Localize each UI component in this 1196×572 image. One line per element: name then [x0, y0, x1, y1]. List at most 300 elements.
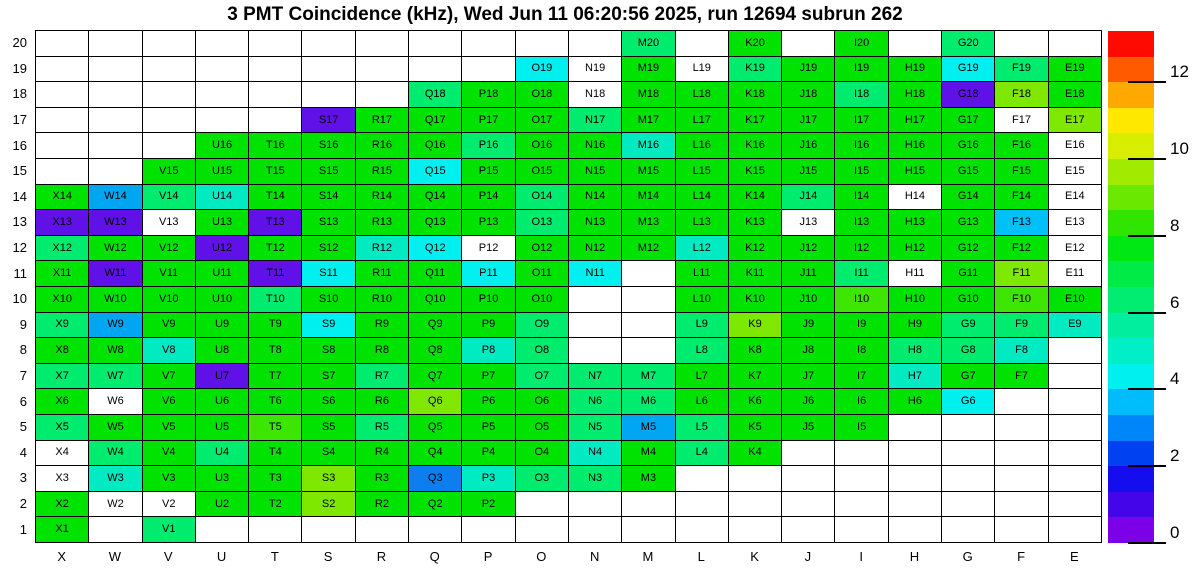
- grid-cell: T9: [249, 313, 302, 339]
- grid-cell: [1049, 517, 1102, 543]
- grid-cell: K19: [729, 57, 782, 83]
- grid-cell: T13: [249, 210, 302, 236]
- grid-cell: V5: [143, 415, 196, 441]
- x-axis-label: I: [859, 548, 863, 564]
- grid-cell: J12: [782, 236, 835, 262]
- y-axis-label: 4: [19, 444, 27, 460]
- grid-cell: V12: [143, 236, 196, 262]
- grid-cell: K9: [729, 313, 782, 339]
- x-axis-label: Q: [429, 548, 440, 564]
- colorbar-segment: [1108, 210, 1154, 236]
- grid-cell: R9: [356, 313, 409, 339]
- grid-cell: [89, 159, 142, 185]
- grid-cell: I12: [835, 236, 888, 262]
- grid-cell: [835, 441, 888, 467]
- grid-cell: H8: [889, 338, 942, 364]
- y-axis-label: 3: [19, 470, 27, 486]
- grid-cell: [143, 108, 196, 134]
- grid-cell: [89, 517, 142, 543]
- grid-cell: E15: [1049, 159, 1102, 185]
- grid-cell: [889, 517, 942, 543]
- grid-cell: N14: [569, 185, 622, 211]
- grid-cell: [196, 82, 249, 108]
- grid-cell: [89, 31, 142, 57]
- grid-cell: [622, 261, 675, 287]
- grid-cell: P3: [462, 466, 515, 492]
- grid-cell: [143, 82, 196, 108]
- grid-cell: F10: [995, 287, 1048, 313]
- grid-cell: [356, 517, 409, 543]
- grid-cell: T10: [249, 287, 302, 313]
- grid-cell: M14: [622, 185, 675, 211]
- grid-cell: G11: [942, 261, 995, 287]
- grid-cell: L19: [676, 57, 729, 83]
- grid-cell: [995, 31, 1048, 57]
- grid-cell: U9: [196, 313, 249, 339]
- x-axis-label: S: [323, 548, 333, 564]
- grid-cell: I19: [835, 57, 888, 83]
- grid-cell: [995, 415, 1048, 441]
- grid-cell: [196, 517, 249, 543]
- grid-cell: [89, 82, 142, 108]
- grid-cell: [782, 31, 835, 57]
- grid-cell: I5: [835, 415, 888, 441]
- grid-cell: E18: [1049, 82, 1102, 108]
- grid-cell: N18: [569, 82, 622, 108]
- x-axis-label: R: [376, 548, 387, 564]
- grid-cell: [942, 466, 995, 492]
- grid-cell: O15: [516, 159, 569, 185]
- grid-cell: P10: [462, 287, 515, 313]
- grid-cell: I13: [835, 210, 888, 236]
- grid-cell: [995, 466, 1048, 492]
- grid-cell: M13: [622, 210, 675, 236]
- grid-cell: R17: [356, 108, 409, 134]
- grid-cell: X7: [36, 364, 89, 390]
- grid-cell: [569, 31, 622, 57]
- grid-cell: I9: [835, 313, 888, 339]
- grid-cell: S17: [302, 108, 355, 134]
- colorbar-segment: [1108, 313, 1154, 339]
- colorbar-tick-label: 2: [1170, 446, 1180, 466]
- grid-cell: N5: [569, 415, 622, 441]
- grid-cell: H9: [889, 313, 942, 339]
- grid-cell: W8: [89, 338, 142, 364]
- grid-cell: [622, 338, 675, 364]
- grid-cell: I10: [835, 287, 888, 313]
- grid-cell: P9: [462, 313, 515, 339]
- colorbar-segment: [1108, 492, 1154, 518]
- grid-cell: S12: [302, 236, 355, 262]
- grid-cell: [36, 133, 89, 159]
- grid-cell: J13: [782, 210, 835, 236]
- grid-cell: P2: [462, 492, 515, 518]
- y-axis-label: 16: [12, 137, 27, 153]
- grid-cell: L17: [676, 108, 729, 134]
- grid-cell: G17: [942, 108, 995, 134]
- grid-cell: [249, 82, 302, 108]
- grid-cell: [889, 466, 942, 492]
- grid-cell: Q5: [409, 415, 462, 441]
- grid-cell: [409, 517, 462, 543]
- grid-cell: S10: [302, 287, 355, 313]
- grid-cell: V4: [143, 441, 196, 467]
- grid-cell: L11: [676, 261, 729, 287]
- grid-cell: U6: [196, 389, 249, 415]
- colorbar-tick-label: 10: [1170, 138, 1189, 158]
- grid-cell: [995, 441, 1048, 467]
- grid-cell: T4: [249, 441, 302, 467]
- grid-cell: G7: [942, 364, 995, 390]
- grid-cell: [1049, 466, 1102, 492]
- grid-cell: [36, 82, 89, 108]
- grid-cell: N17: [569, 108, 622, 134]
- grid-cell: Q14: [409, 185, 462, 211]
- grid-cell: X5: [36, 415, 89, 441]
- grid-cell: [196, 108, 249, 134]
- grid-cell: W10: [89, 287, 142, 313]
- grid-cell: W2: [89, 492, 142, 518]
- colorbar-tick-label: 12: [1170, 62, 1189, 82]
- grid-cell: H19: [889, 57, 942, 83]
- grid-cell: Q16: [409, 133, 462, 159]
- grid-cell: S14: [302, 185, 355, 211]
- heatmap-grid: [35, 30, 1102, 543]
- y-axis-label: 6: [19, 393, 27, 409]
- grid-cell: [782, 466, 835, 492]
- grid-cell: N16: [569, 133, 622, 159]
- colorbar-tick-label: 6: [1170, 292, 1180, 312]
- grid-cell: W6: [89, 389, 142, 415]
- grid-cell: I7: [835, 364, 888, 390]
- grid-cell: [569, 517, 622, 543]
- grid-cell: W13: [89, 210, 142, 236]
- grid-cell: T11: [249, 261, 302, 287]
- y-axis-label: 2: [19, 496, 27, 512]
- grid-cell: I6: [835, 389, 888, 415]
- grid-cell: N12: [569, 236, 622, 262]
- grid-cell: G12: [942, 236, 995, 262]
- grid-cell: S8: [302, 338, 355, 364]
- grid-cell: N13: [569, 210, 622, 236]
- grid-cell: [302, 517, 355, 543]
- x-axis-label: P: [483, 548, 493, 564]
- grid-cell: O12: [516, 236, 569, 262]
- grid-cell: L10: [676, 287, 729, 313]
- grid-cell: S11: [302, 261, 355, 287]
- grid-cell: [995, 492, 1048, 518]
- grid-cell: K7: [729, 364, 782, 390]
- grid-cell: P18: [462, 82, 515, 108]
- grid-cell: J7: [782, 364, 835, 390]
- grid-cell: P8: [462, 338, 515, 364]
- colorbar-segment: [1108, 261, 1154, 287]
- grid-cell: U4: [196, 441, 249, 467]
- grid-cell: I20: [835, 31, 888, 57]
- grid-cell: [942, 415, 995, 441]
- grid-cell: N6: [569, 389, 622, 415]
- y-axis-label: 1: [19, 521, 27, 537]
- grid-cell: R15: [356, 159, 409, 185]
- grid-cell: J10: [782, 287, 835, 313]
- colorbar-segment: [1108, 108, 1154, 134]
- grid-cell: J14: [782, 185, 835, 211]
- grid-cell: [622, 313, 675, 339]
- grid-cell: R3: [356, 466, 409, 492]
- grid-cell: W3: [89, 466, 142, 492]
- x-axis: [35, 546, 1101, 566]
- y-axis-label: 17: [12, 112, 27, 128]
- x-axis-label: U: [216, 548, 227, 564]
- grid-cell: [1049, 31, 1102, 57]
- grid-cell: U10: [196, 287, 249, 313]
- grid-cell: [1049, 492, 1102, 518]
- grid-cell: [196, 31, 249, 57]
- y-axis-label: 9: [19, 316, 27, 332]
- grid-cell: [569, 287, 622, 313]
- grid-cell: K17: [729, 108, 782, 134]
- grid-cell: K14: [729, 185, 782, 211]
- grid-cell: Q18: [409, 82, 462, 108]
- grid-cell: F15: [995, 159, 1048, 185]
- grid-cell: S13: [302, 210, 355, 236]
- grid-cell: J5: [782, 415, 835, 441]
- grid-cell: Q7: [409, 364, 462, 390]
- y-axis-label: 18: [12, 86, 27, 102]
- grid-cell: [356, 31, 409, 57]
- grid-cell: T6: [249, 389, 302, 415]
- grid-cell: Q15: [409, 159, 462, 185]
- grid-cell: W12: [89, 236, 142, 262]
- grid-cell: E19: [1049, 57, 1102, 83]
- grid-cell: S3: [302, 466, 355, 492]
- grid-cell: T5: [249, 415, 302, 441]
- grid-cell: K18: [729, 82, 782, 108]
- colorbar-tick-label: 8: [1170, 215, 1180, 235]
- grid-cell: X4: [36, 441, 89, 467]
- x-axis-label: G: [962, 548, 973, 564]
- grid-cell: L9: [676, 313, 729, 339]
- grid-cell: K12: [729, 236, 782, 262]
- grid-cell: R10: [356, 287, 409, 313]
- grid-cell: S15: [302, 159, 355, 185]
- grid-cell: T15: [249, 159, 302, 185]
- grid-cell: E16: [1049, 133, 1102, 159]
- grid-cell: F12: [995, 236, 1048, 262]
- grid-cell: S6: [302, 389, 355, 415]
- grid-cell: [1049, 338, 1102, 364]
- grid-cell: [889, 415, 942, 441]
- grid-cell: Q8: [409, 338, 462, 364]
- grid-cell: P11: [462, 261, 515, 287]
- grid-cell: V14: [143, 185, 196, 211]
- grid-cell: I14: [835, 185, 888, 211]
- x-axis-label: T: [270, 548, 279, 564]
- grid-cell: H12: [889, 236, 942, 262]
- grid-cell: M20: [622, 31, 675, 57]
- grid-cell: R16: [356, 133, 409, 159]
- grid-cell: J8: [782, 338, 835, 364]
- grid-cell: I18: [835, 82, 888, 108]
- grid-cell: H7: [889, 364, 942, 390]
- grid-cell: V6: [143, 389, 196, 415]
- grid-cell: [36, 31, 89, 57]
- grid-cell: R13: [356, 210, 409, 236]
- grid-cell: O3: [516, 466, 569, 492]
- grid-cell: L18: [676, 82, 729, 108]
- grid-cell: S16: [302, 133, 355, 159]
- y-axis-label: 20: [12, 35, 27, 51]
- colorbar-segment: [1108, 236, 1154, 262]
- grid-cell: L7: [676, 364, 729, 390]
- grid-cell: [835, 517, 888, 543]
- grid-cell: [1049, 441, 1102, 467]
- y-axis-label: 10: [12, 291, 27, 307]
- grid-cell: T7: [249, 364, 302, 390]
- grid-cell: [143, 31, 196, 57]
- grid-cell: [249, 517, 302, 543]
- grid-cell: X11: [36, 261, 89, 287]
- y-axis-label: 11: [13, 265, 27, 281]
- grid-cell: F7: [995, 364, 1048, 390]
- grid-cell: R2: [356, 492, 409, 518]
- grid-cell: W9: [89, 313, 142, 339]
- grid-cell: [835, 492, 888, 518]
- grid-cell: [942, 441, 995, 467]
- y-axis-label: 8: [19, 342, 27, 358]
- grid-cell: L5: [676, 415, 729, 441]
- grid-cell: M16: [622, 133, 675, 159]
- grid-cell: U14: [196, 185, 249, 211]
- x-axis-label: M: [642, 548, 654, 564]
- grid-cell: K5: [729, 415, 782, 441]
- grid-cell: M18: [622, 82, 675, 108]
- y-axis-label: 12: [12, 240, 27, 256]
- grid-cell: V9: [143, 313, 196, 339]
- grid-cell: H16: [889, 133, 942, 159]
- colorbar-segment: [1108, 57, 1154, 83]
- grid-cell: [89, 108, 142, 134]
- grid-cell: F11: [995, 261, 1048, 287]
- grid-cell: [249, 57, 302, 83]
- grid-cell: O17: [516, 108, 569, 134]
- grid-cell: I15: [835, 159, 888, 185]
- x-axis-label: L: [697, 548, 705, 564]
- grid-cell: E13: [1049, 210, 1102, 236]
- grid-cell: R5: [356, 415, 409, 441]
- grid-cell: I11: [835, 261, 888, 287]
- grid-cell: U3: [196, 466, 249, 492]
- grid-cell: [729, 492, 782, 518]
- grid-cell: [569, 313, 622, 339]
- grid-cell: O11: [516, 261, 569, 287]
- grid-cell: [409, 57, 462, 83]
- grid-cell: R12: [356, 236, 409, 262]
- x-axis-label: F: [1017, 548, 1026, 564]
- grid-cell: [729, 517, 782, 543]
- grid-cell: [36, 57, 89, 83]
- grid-cell: X1: [36, 517, 89, 543]
- grid-cell: R11: [356, 261, 409, 287]
- grid-cell: [302, 31, 355, 57]
- grid-cell: O16: [516, 133, 569, 159]
- grid-cell: L12: [676, 236, 729, 262]
- grid-cell: O10: [516, 287, 569, 313]
- grid-cell: F8: [995, 338, 1048, 364]
- grid-cell: U16: [196, 133, 249, 159]
- grid-cell: H14: [889, 185, 942, 211]
- grid-cell: G19: [942, 57, 995, 83]
- x-axis-label: E: [1070, 548, 1079, 564]
- grid-cell: P16: [462, 133, 515, 159]
- grid-cell: [889, 492, 942, 518]
- grid-cell: Q13: [409, 210, 462, 236]
- grid-cell: U13: [196, 210, 249, 236]
- grid-cell: K20: [729, 31, 782, 57]
- grid-cell: J15: [782, 159, 835, 185]
- grid-cell: U2: [196, 492, 249, 518]
- grid-cell: M15: [622, 159, 675, 185]
- grid-cell: F16: [995, 133, 1048, 159]
- chart-title: 3 PMT Coincidence (kHz), Wed Jun 11 06:20:56 2025, run 12694 subrun 262: [227, 4, 903, 25]
- grid-cell: J9: [782, 313, 835, 339]
- grid-cell: F18: [995, 82, 1048, 108]
- grid-cell: I17: [835, 108, 888, 134]
- grid-cell: G9: [942, 313, 995, 339]
- grid-cell: T14: [249, 185, 302, 211]
- grid-cell: [889, 441, 942, 467]
- grid-cell: M4: [622, 441, 675, 467]
- grid-cell: [249, 31, 302, 57]
- grid-cell: N19: [569, 57, 622, 83]
- grid-cell: Q4: [409, 441, 462, 467]
- grid-cell: R4: [356, 441, 409, 467]
- colorbar: [1108, 31, 1154, 543]
- grid-cell: H18: [889, 82, 942, 108]
- colorbar-segment: [1108, 415, 1154, 441]
- grid-cell: X2: [36, 492, 89, 518]
- grid-cell: P4: [462, 441, 515, 467]
- y-axis-label: 19: [12, 60, 27, 76]
- grid-cell: Q12: [409, 236, 462, 262]
- grid-cell: [143, 57, 196, 83]
- grid-cell: M19: [622, 57, 675, 83]
- grid-cell: [995, 517, 1048, 543]
- grid-cell: U15: [196, 159, 249, 185]
- grid-cell: G18: [942, 82, 995, 108]
- grid-cell: E14: [1049, 185, 1102, 211]
- grid-cell: [302, 82, 355, 108]
- grid-cell: [409, 31, 462, 57]
- grid-cell: [942, 492, 995, 518]
- grid-cell: E10: [1049, 287, 1102, 313]
- grid-cell: O8: [516, 338, 569, 364]
- grid-cell: N4: [569, 441, 622, 467]
- grid-cell: J18: [782, 82, 835, 108]
- grid-cell: [569, 492, 622, 518]
- grid-cell: V8: [143, 338, 196, 364]
- grid-cell: H17: [889, 108, 942, 134]
- grid-cell: V10: [143, 287, 196, 313]
- grid-cell: P15: [462, 159, 515, 185]
- grid-cell: [729, 466, 782, 492]
- grid-cell: F14: [995, 185, 1048, 211]
- grid-cell: H15: [889, 159, 942, 185]
- grid-cell: L8: [676, 338, 729, 364]
- grid-cell: U5: [196, 415, 249, 441]
- grid-cell: X12: [36, 236, 89, 262]
- grid-cell: K8: [729, 338, 782, 364]
